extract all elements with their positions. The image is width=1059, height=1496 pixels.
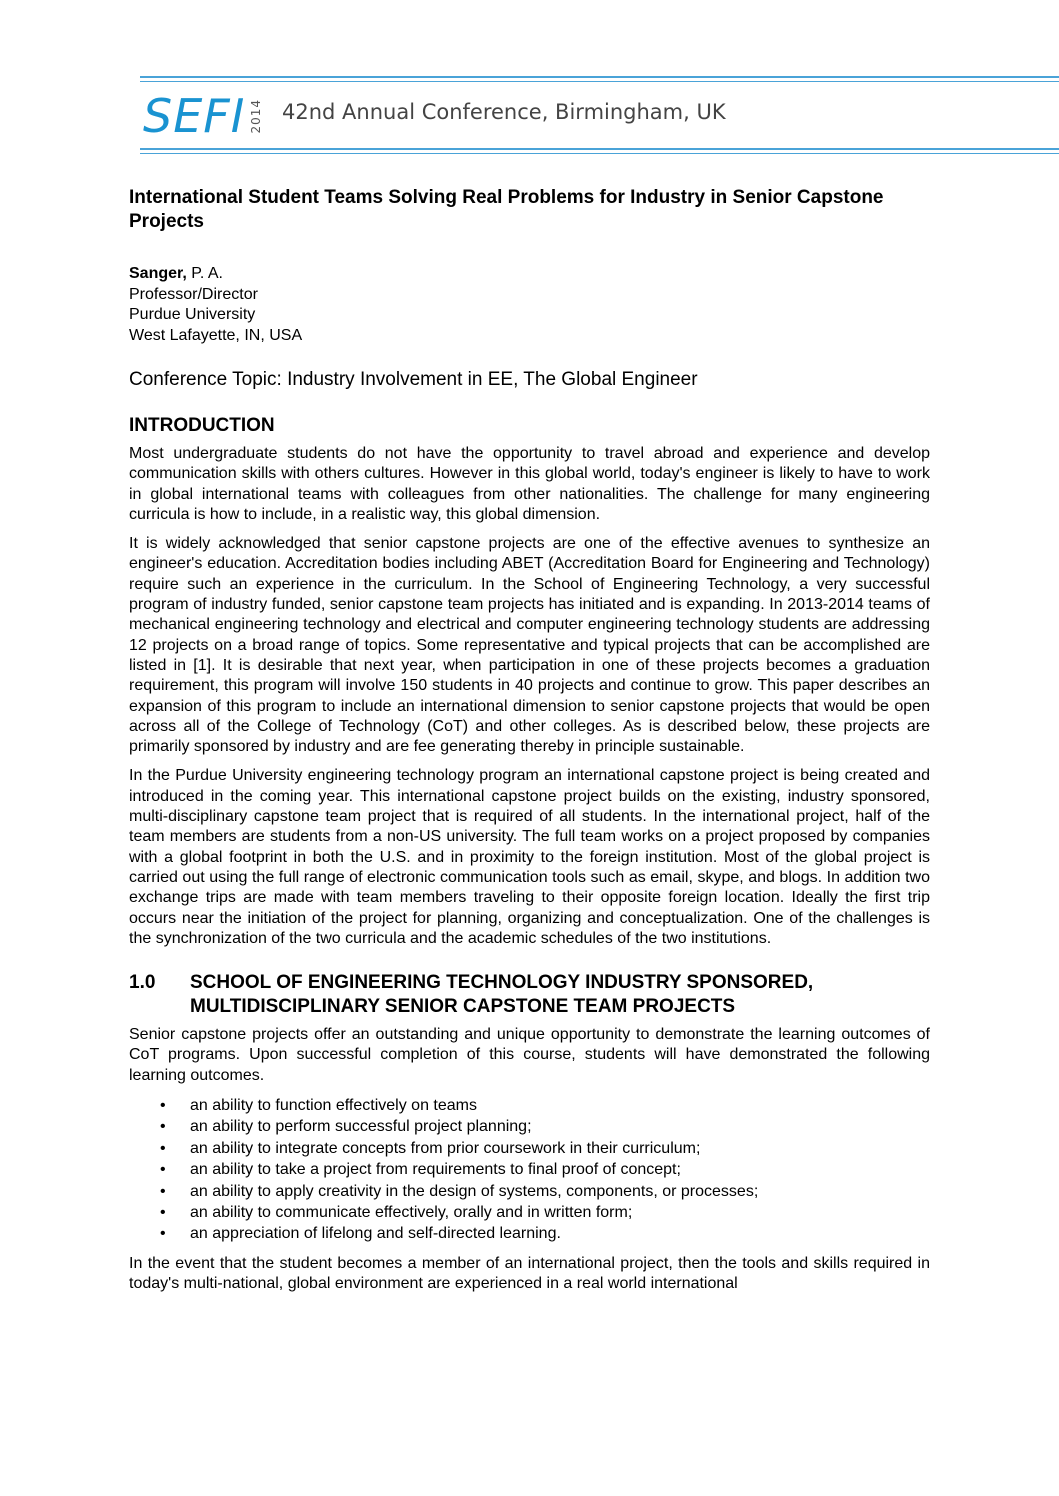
list-item: • an ability to take a project from requirements to final proof of concept; bbox=[129, 1159, 930, 1180]
bullet-icon: • bbox=[160, 1204, 166, 1222]
conference-title: 42nd Annual Conference, Birmingham, UK bbox=[282, 100, 726, 124]
author-role: Professor/Director bbox=[129, 285, 258, 303]
paper-body bbox=[129, 186, 930, 1303]
list-item: • an ability to apply creativity in the design of systems, components, or processes; bbox=[129, 1181, 930, 1202]
conference-topic: Conference Topic: Industry Involvement in EE, The Global Engineer bbox=[129, 369, 698, 390]
section-title: SCHOOL OF ENGINEERING TECHNOLOGY INDUSTRY SPONSORED, MULTIDISCIPLINARY SENIOR CAPSTONE TEAM PROJECTS bbox=[190, 972, 814, 1018]
author-initials: P. A. bbox=[186, 265, 223, 282]
header-rule-bottom bbox=[140, 148, 1059, 150]
author-last-name: Sanger, bbox=[129, 265, 187, 282]
header-rule-top bbox=[140, 76, 1059, 78]
list-item: • an ability to communicate effectively, orally and in written form; bbox=[129, 1202, 930, 1223]
author-block bbox=[129, 264, 930, 346]
section-1-closing: In the event that the student becomes a member of an international project, then the tools and skills required in today's multi-national, global environment are experienced in a real world international bbox=[129, 1254, 930, 1293]
bullet-icon: • bbox=[160, 1182, 166, 1200]
header-rule-top-thin bbox=[140, 81, 1059, 82]
paper-title: International Student Teams Solving Real Problems for Industry in Senior Capstone Projects bbox=[129, 187, 884, 232]
list-item: • an ability to perform successful project planning; bbox=[129, 1116, 930, 1137]
learning-outcomes-list bbox=[129, 1095, 930, 1245]
author-affiliation: Purdue University bbox=[129, 306, 256, 323]
list-item: • an ability to function effectively on teams bbox=[129, 1095, 930, 1116]
intro-paragraph: Most undergraduate students do not have the opportunity to travel abroad and experience and develop communication skills with others cultures. However in this global world, today's engineer is likely to have to work in global international teams with colleagues from other nationalities. The challenge for many engineering curricula is how to include, in a realistic way, this global dimension. bbox=[129, 445, 930, 523]
header-rule-bottom-thin bbox=[140, 153, 1059, 154]
intro-paragraph: It is widely acknowledged that senior capstone projects are one of the effective avenues to synthesize an engineer's education. Accreditation bodies including ABET (Accreditation Board for Engineering and Technology) require such an experience in the curriculum. In the School of Engineering Technology, a very successful program of industry funded, senior capstone team projects has initiated and is expanding. In 2013-2014 teams of mechanical engineering technology and electrical and computer engineering technology students are addressing 12 projects on a broad range of topics. Some representative and typical projects that can be accomplished are listed in [1]. It is desirable that next year, when participation in one of these projects becomes a graduation requirement, this program will involve 150 students in 40 projects and continue to grow. This paper describes an expansion of this program to include an international dimension to senior capstone projects that would be open across all of the College of Technology (CoT) and other colleges. As is described below, these projects are primarily sponsored by industry and are fee generating thereby in principle sustainable. bbox=[129, 535, 930, 756]
logo-year: 2014 bbox=[249, 98, 264, 134]
introduction-heading: INTRODUCTION bbox=[129, 415, 275, 436]
bullet-icon: • bbox=[160, 1225, 166, 1243]
sefi-logo bbox=[143, 89, 264, 143]
section-1-heading bbox=[129, 971, 930, 1019]
logo-text: SEFI bbox=[143, 89, 246, 143]
list-item: • an appreciation of lifelong and self-directed learning. bbox=[129, 1223, 930, 1244]
bullet-icon: • bbox=[160, 1097, 166, 1115]
section-1-intro: Senior capstone projects offer an outstanding and unique opportunity to demonstrate the learning outcomes of CoT programs. Upon successful completion of this course, students will have demonstrated the following learning outcomes. bbox=[129, 1026, 930, 1084]
section-number: 1.0 bbox=[129, 972, 156, 994]
list-item: • an ability to integrate concepts from prior coursework in their curriculum; bbox=[129, 1138, 930, 1159]
author-location: West Lafayette, IN, USA bbox=[129, 326, 303, 344]
bullet-icon: • bbox=[160, 1139, 166, 1157]
author-name bbox=[129, 264, 930, 285]
bullet-icon: • bbox=[160, 1118, 166, 1136]
intro-paragraph: In the Purdue University engineering technology program an international capstone project is being created and introduced in the coming year. This international capstone project builds on the existing, industry sponsored, multi-disciplinary capstone team project that is required of all students. In the international project, half of the team members are students from a non-US university. The full team works on a project proposed by companies with a global footprint in both the U.S. and in proximity to the foreign institution. Most of the global project is carried out using the full range of electronic communication tools such as email, skype, and blogs. In addition two exchange trips are made with team members traveling to their opposite foreign location. Ideally the first trip occurs near the initiation of the project for planning, organizing and conceptualization. One of the challenges is the synchronization of the two curricula and the academic schedules of the two institutions. bbox=[129, 767, 930, 947]
bullet-icon: • bbox=[160, 1161, 166, 1179]
